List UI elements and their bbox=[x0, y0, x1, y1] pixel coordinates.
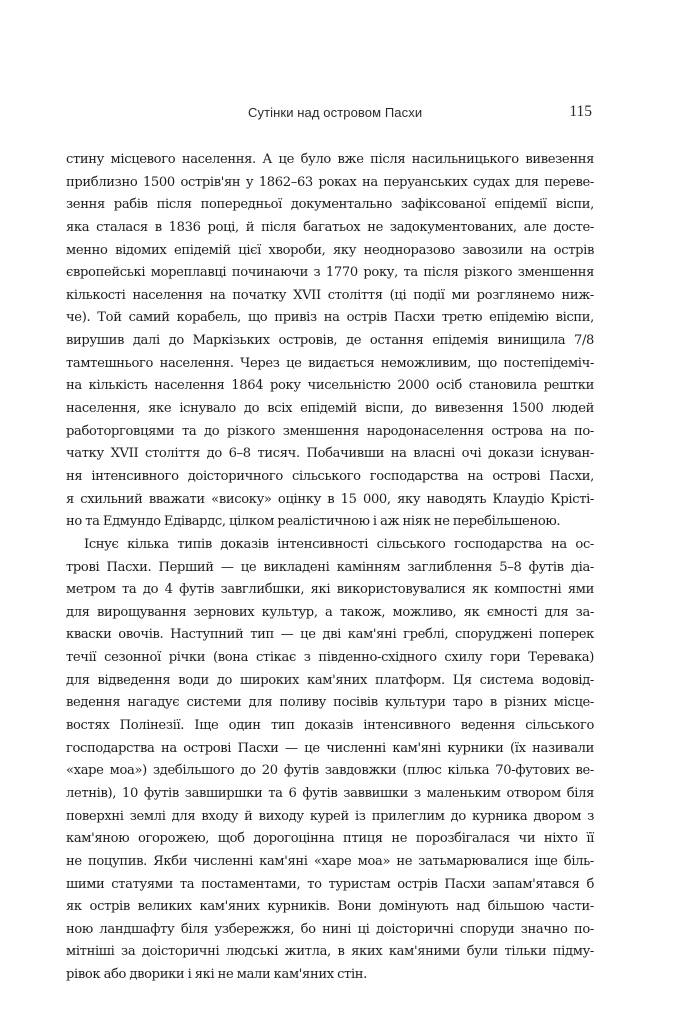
text-line: кам'яною огорожею, щоб дорогоцінна птиця не порозбігалася чи ніхто її bbox=[66, 831, 594, 847]
text-line: менно відомих епідемій цієї хвороби, яку неодноразово завозили на острів bbox=[66, 242, 594, 258]
text-line: для відведення води до широких кам'яних платформ. Ця система водовід- bbox=[66, 672, 594, 688]
running-title: Сутінки над островом Пасхи bbox=[248, 105, 423, 120]
text-line: летнів), 10 футів завширшки та 6 футів заввишки з маленьким отвором біля bbox=[66, 785, 594, 801]
text-line: метром та до 4 футів завглибшки, які використовувалися як компостні ями bbox=[66, 582, 594, 598]
text-line: господарства на острові Пасхи — це численні кам'яні курники (їх називали bbox=[66, 740, 594, 756]
text-line: вирушив далі до Маркізьких островів, де остання епідемія винищила 7/8 bbox=[66, 333, 594, 349]
text-line: востях Полінезії. Іще один тип доказів інтенсивного ведення сільського bbox=[66, 718, 594, 734]
text-line: яка сталася в 1836 році, й після багатьох не задокументованих, але досте- bbox=[66, 219, 594, 235]
text-line: я схильний вважати «високу» оцінку в 15 000, яку наводять Клаудіо Крісті- bbox=[66, 491, 594, 507]
text-line: течії сезонної річки (вона стікає з південно-східного схилу гори Теревака) bbox=[66, 650, 594, 666]
text-line: трові Пасхи. Перший — це викладені камінням заглиблення 5–8 футів діа- bbox=[66, 559, 594, 575]
page-number: 115 bbox=[569, 103, 592, 120]
text-line: ною ландшафту біля узбережжя, бо нині ці доісторичні споруди значно по- bbox=[66, 921, 594, 937]
text-line: ведення нагадує системи для поливу посівів культури таро в різних місце- bbox=[66, 695, 594, 711]
text-line: населення, яке існувало до всіх епідемій віспи, до вивезення 1500 людей bbox=[66, 401, 594, 417]
text-line: приблизно 1500 острів'ян у 1862–63 роках на перуанських судах для переве- bbox=[66, 174, 594, 190]
text-line: кількості населення на початку XVII століття (ці події ми розглянемо ниж- bbox=[66, 287, 594, 303]
text-line: Існує кілька типів доказів інтенсивності сільського господарства на ос- bbox=[84, 536, 594, 552]
text-line: як острів великих кам'яних курників. Вони домінують над більшою части- bbox=[66, 899, 594, 915]
text-line: но та Едмундо Едівардс, цілком реалістичною і аж ніяк не перебільшеною. bbox=[66, 514, 561, 530]
text-line: на кількість населення 1864 року чисельністю 2000 осіб становила рештки bbox=[66, 378, 594, 394]
text-line: тамтешнього населення. Через це видається неможливим, що постепідеміч- bbox=[66, 355, 594, 371]
text-line: рівок або дворики і які не мали кам'яних стін. bbox=[66, 967, 367, 983]
text-line: не поцупив. Якби численні кам'яні «харе моа» не затьмарювалися іще біль- bbox=[66, 853, 594, 869]
body-text bbox=[66, 149, 594, 987]
text-line: ня інтенсивного доісторичного сільського господарства на острові Пасхи, bbox=[66, 468, 594, 484]
text-line: работорговцями та до різкого зменшення народонаселення острова на по- bbox=[66, 423, 594, 439]
text-line: для вирощування зернових культур, а також, можливо, як ємності для за- bbox=[66, 604, 594, 620]
text-line: че). Той самий корабель, що привіз на острів Пасхи третю епідемію віспи, bbox=[66, 310, 594, 326]
text-line: європейські мореплавці починаючи з 1770 року, та після різкого зменшення bbox=[66, 265, 594, 281]
paragraph-2 bbox=[66, 534, 594, 987]
text-line: чатку XVII століття до 6–8 тисяч. Побачивши на власні очі докази існуван- bbox=[66, 446, 594, 462]
text-line: зення рабів після попередньої документально зафіксованої епідемії віспи, bbox=[66, 197, 594, 213]
text-line: поверхні землі для входу й виходу курей із прилеглим до курника двором з bbox=[66, 808, 594, 824]
text-line: мітніші за доісторичні людські житла, в яких кам'яними були тільки підму- bbox=[66, 944, 594, 960]
text-line: шими статуями та постаментами, то туристам острів Пасхи запам'ятався б bbox=[66, 876, 594, 892]
text-line: «харе моа») здебільшого до 20 футів завдовжки (плюс кілька 70-футових ве- bbox=[66, 763, 594, 779]
text-line: стину місцевого населення. А це було вже після насильницького вивезення bbox=[66, 152, 594, 167]
running-head bbox=[0, 104, 696, 124]
text-line: кваски овочів. Наступний тип — це дві кам'яні греблі, споруджені поперек bbox=[66, 627, 594, 643]
paragraph-1 bbox=[66, 149, 594, 534]
